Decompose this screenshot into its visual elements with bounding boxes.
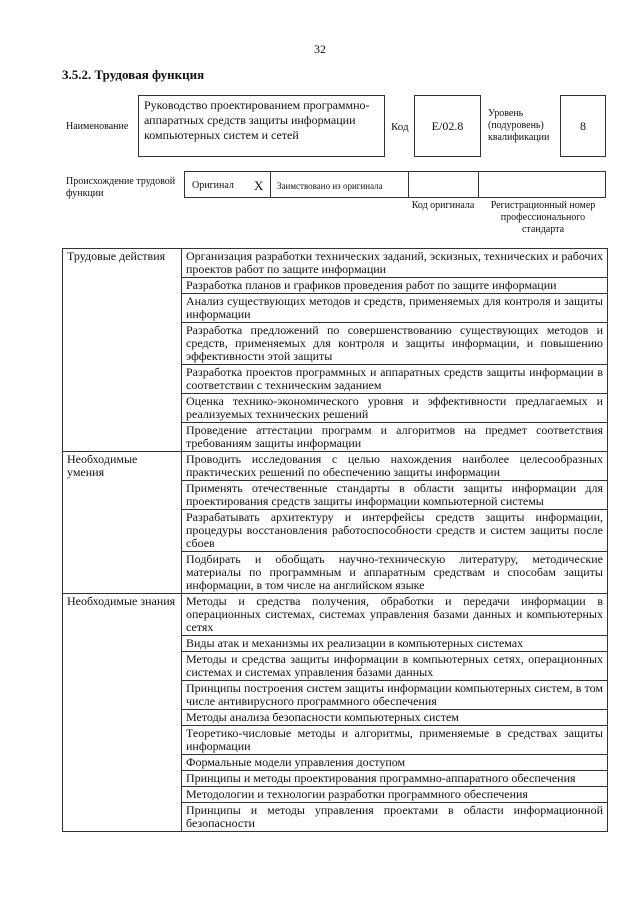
function-name-box	[138, 95, 385, 157]
section-item: Анализ существующих методов и средств, применяемых для контроля и защиты информации	[182, 294, 608, 323]
section-item: Виды атак и механизмы их реализации в компьютерных системах	[182, 636, 608, 652]
section-item: Формальные модели управления доступом	[182, 755, 608, 771]
table-row	[63, 594, 608, 636]
function-details-table	[62, 248, 608, 832]
name-label: Наименование	[66, 121, 129, 132]
table-row	[63, 249, 608, 278]
reg-number-caption: Регистрационный номер профессионального стандарта	[490, 200, 596, 235]
section-item: Разработка проектов программных и аппаратных средств защиты информации в соответствии с техническим заданием	[182, 365, 608, 394]
borrowed-label: Заимствовано из оригинала	[277, 181, 383, 191]
section-item: Принципы и методы управления проектами в области информационной безопасности	[182, 803, 608, 832]
origin-divider-1	[270, 171, 271, 198]
original-mark: X	[254, 178, 264, 193]
section-item: Применять отечественные стандарты в области защиты информации для проектирования средств защиты информации компьютерной системы	[182, 481, 608, 510]
section-item: Методы и средства защиты информации в компьютерных сетях, операционных системах и системах управления базами данных	[182, 652, 608, 681]
code-value: E/02.8	[431, 118, 464, 133]
origin-divider-2	[408, 171, 409, 198]
section-item: Разрабатывать архитектуру и интерфейсы средств защиты информации, процедуры восстановления работоспособности средств и систем защиты после сбоев	[182, 510, 608, 552]
origin-box	[184, 171, 606, 198]
section-item: Организация разработки технических заданий, эскизных, технических и рабочих проектов работ по защите информации	[182, 249, 608, 278]
section-item: Методологии и технологии разработки программного обеспечения	[182, 787, 608, 803]
origin-divider-3	[478, 171, 479, 198]
section-item: Принципы и методы проектирования программно-аппаратного обеспечения	[182, 771, 608, 787]
section-item: Методы анализа безопасности компьютерных систем	[182, 710, 608, 726]
section-item: Разработка планов и графиков проведения работ по защите информации	[182, 278, 608, 294]
section-item: Подбирать и обобщать научно-техническую литературу, методические материалы по программным и аппаратным средствам и способам защиты информации, в том числе на английском языке	[182, 552, 608, 594]
level-label: Уровень (подуровень) квалификации	[488, 108, 550, 143]
code-label: Код	[391, 121, 409, 133]
section-item: Теоретико-числовые методы и алгоритмы, применяемые в средствах защиты информации	[182, 726, 608, 755]
original-label: Оригинал	[192, 180, 234, 191]
page-number: 32	[314, 42, 326, 56]
section-category: Необходимые знания	[63, 594, 182, 832]
function-name-value: Руководство проектированием программно-аппаратных средств защиты информации компьютерных систем и сетей	[144, 98, 370, 142]
section-category: Трудовые действия	[63, 249, 182, 452]
section-item: Проводить исследования с целью нахождения наиболее целесообразных практических решений по обеспечению защиты информации	[182, 452, 608, 481]
section-item: Принципы построения систем защиты информации компьютерных систем, в том числе антивирусного программного обеспечения	[182, 681, 608, 710]
section-title: 3.5.2. Трудовая функция	[62, 67, 205, 82]
level-value-box	[560, 95, 606, 157]
origin-label: Происхождение трудовой функции	[66, 176, 176, 199]
section-item: Методы и средства получения, обработки и передачи информации в операционных системах, системах управления базами данных и компьютерных сетях	[182, 594, 608, 636]
section-category: Необходимые умения	[63, 452, 182, 594]
table-row	[63, 452, 608, 481]
code-value-box	[414, 95, 481, 157]
section-item: Оценка технико-экономического уровня и эффективности предлагаемых и реализуемых технических решений	[182, 394, 608, 423]
section-item: Проведение аттестации программ и алгоритмов на предмет соответствия требованиям защиты информации	[182, 423, 608, 452]
code-original-caption: Код оригинала	[411, 200, 475, 211]
level-value: 8	[580, 118, 586, 133]
section-item: Разработка предложений по совершенствованию существующих методов и средств, применяемых для контроля и защиты информации, и повышению эффективности этой защиты	[182, 323, 608, 365]
